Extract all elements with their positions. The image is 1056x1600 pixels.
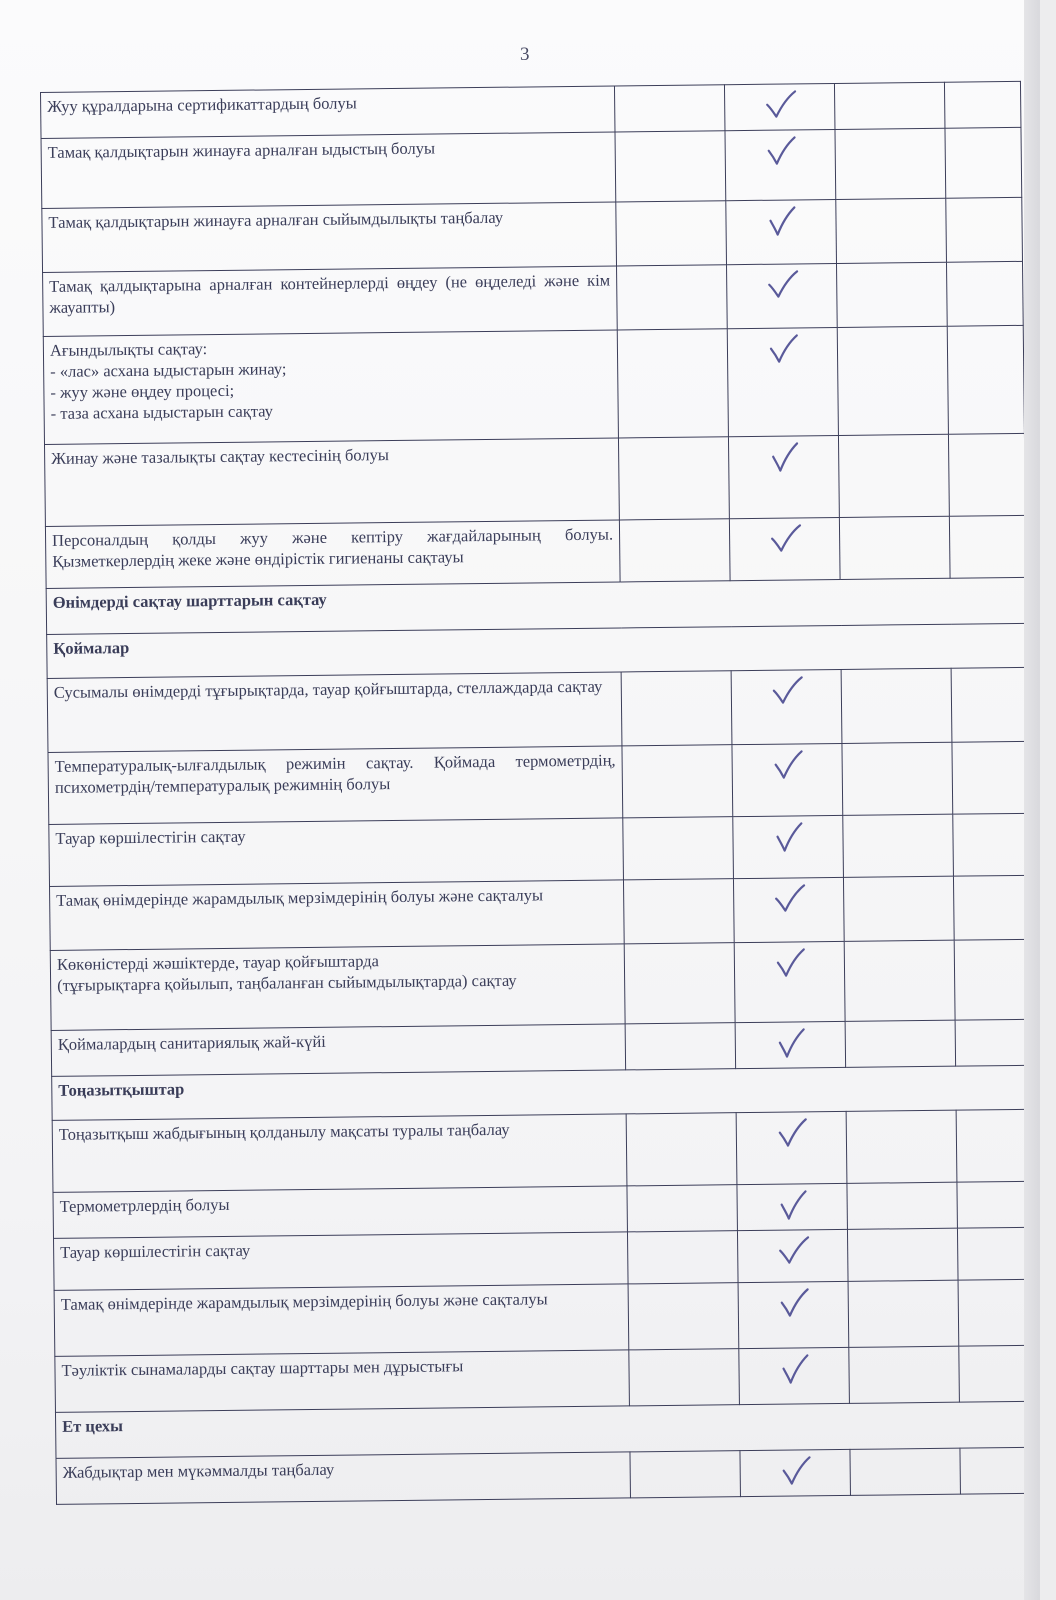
- mark-cell: [737, 1183, 848, 1230]
- requirement-text: Термометрлердің болуы: [59, 1194, 230, 1216]
- blank-cell: [956, 1109, 1033, 1182]
- check-mark-icon: [771, 819, 805, 853]
- requirement-text: Персоналдың қолды жуу және кептіру жағдайларының болуы. Қызметкерлердің жеке және өндірістік гигиенаны сақтауы: [51, 524, 614, 571]
- mark-cell: [739, 1347, 850, 1404]
- requirement-cell: [50, 944, 625, 1031]
- requirement-text: Тамақ өнімдерінде жарамдылық мерзімдерінің болуы және сақталуы: [56, 885, 544, 910]
- blank-cell: [623, 817, 734, 880]
- table-row: [47, 667, 1028, 752]
- blank-cell: [838, 434, 949, 517]
- mark-cell: [731, 669, 842, 744]
- requirement-text: Температуралық-ылғалдылық режимін сақтау. Қоймада термометрдің, психометрдің/температуралық режимнің болуы: [54, 750, 616, 797]
- blank-cell: [616, 201, 727, 266]
- page-number: 3: [520, 44, 530, 65]
- check-mark-icon: [766, 439, 800, 473]
- requirement-text: Тамақ қалдықтарына арналған контейнерлерді өңдеу (не өңделеді және кім жауапты): [49, 270, 611, 317]
- requirement-cell: [50, 880, 625, 951]
- table-row: [56, 1447, 1036, 1504]
- check-mark-icon: [765, 267, 799, 301]
- requirement-cell: [51, 1024, 625, 1077]
- mark-cell: [737, 1229, 848, 1282]
- mark-cell: [725, 129, 836, 200]
- mark-cell: [732, 743, 843, 816]
- blank-cell: [957, 1227, 1034, 1280]
- blank-cell: [844, 940, 955, 1021]
- blank-cell: [946, 261, 1023, 326]
- check-mark-icon: [772, 945, 806, 979]
- blank-cell: [836, 262, 947, 327]
- requirement-cell: [54, 1284, 629, 1357]
- requirement-cell: [43, 330, 618, 445]
- table-row: [43, 261, 1024, 336]
- blank-cell: [850, 1448, 961, 1495]
- check-mark-icon: [775, 1187, 809, 1221]
- table-row: [50, 875, 1031, 950]
- checklist-sheet: [40, 81, 1036, 1505]
- check-mark-icon: [770, 747, 804, 781]
- requirement-text: - жуу және өңдеу процесі;: [50, 380, 235, 402]
- mark-cell: [738, 1281, 849, 1348]
- mark-cell: [740, 1449, 851, 1496]
- blank-cell: [626, 1113, 737, 1186]
- blank-cell: [621, 671, 732, 746]
- blank-cell: [617, 265, 728, 330]
- table-row: [50, 939, 1031, 1030]
- requirement-cell: [45, 520, 620, 589]
- mark-cell: [728, 435, 839, 518]
- table-row: [48, 741, 1029, 824]
- blank-cell: [945, 127, 1022, 198]
- requirement-cell: [41, 132, 616, 209]
- blank-cell: [617, 329, 728, 438]
- blank-cell: [952, 741, 1029, 814]
- requirement-cell: [43, 266, 618, 337]
- requirement-cell: [54, 1232, 629, 1291]
- requirement-text: Тәуліктік сынамаларды сақтау шарттары мен дұрыстығы: [61, 1356, 464, 1380]
- requirement-text: Тамақ өнімдерінде жарамдылық мерзімдерінің болуы және сақталуы: [60, 1289, 548, 1314]
- mark-cell: [734, 941, 845, 1022]
- blank-cell: [845, 1020, 956, 1067]
- requirement-cell: [42, 202, 617, 273]
- blank-cell: [628, 1283, 739, 1350]
- blank-cell: [954, 939, 1031, 1020]
- mark-cell: [733, 877, 844, 942]
- blank-cell: [614, 85, 725, 132]
- blank-cell: [953, 813, 1030, 876]
- check-mark-icon: [762, 87, 796, 121]
- blank-cell: [843, 814, 954, 877]
- blank-cell: [842, 742, 953, 815]
- mark-cell: [736, 1111, 847, 1184]
- blank-cell: [843, 876, 954, 941]
- requirement-text: - таза асхана ыдыстарын сақтау: [50, 401, 274, 423]
- table-row: [44, 433, 1025, 526]
- requirement-cell: [44, 438, 619, 527]
- mark-cell: [729, 517, 840, 580]
- checklist-table: [40, 81, 1037, 1505]
- blank-cell: [627, 1185, 738, 1232]
- blank-cell: [836, 198, 947, 263]
- check-mark-icon: [776, 1285, 810, 1319]
- check-mark-icon: [774, 1115, 808, 1149]
- section-heading: Өнімдерді сақтау шарттарын сақтау: [46, 577, 1026, 634]
- requirement-cell: [56, 1452, 630, 1505]
- table-row: [49, 813, 1030, 886]
- check-mark-icon: [763, 133, 797, 167]
- requirement-text: Тамақ қалдықтарын жинауға арналған ыдыстың болуы: [47, 138, 436, 162]
- check-mark-icon: [777, 1351, 811, 1385]
- requirement-cell: [41, 86, 615, 139]
- requirement-text: Жуу құралдарына сертификаттардың болуы: [47, 93, 357, 116]
- blank-cell: [947, 325, 1024, 434]
- table-row: [45, 515, 1026, 588]
- mark-cell: [733, 815, 844, 878]
- blank-cell: [849, 1346, 960, 1403]
- mark-cell: [735, 1021, 846, 1068]
- table-row: [52, 1109, 1033, 1192]
- blank-cell: [949, 515, 1026, 578]
- requirement-text: Қоймалардың санитариялық жай-күйі: [57, 1031, 326, 1054]
- blank-cell: [839, 516, 950, 579]
- requirement-text: Жинау және тазалықты сақтау кестесінің болуы: [51, 445, 390, 468]
- requirement-text: Тамақ қалдықтарын жинауға арналған сыйымдылықты таңбалау: [48, 207, 504, 232]
- table-row: [54, 1279, 1035, 1356]
- blank-cell: [618, 437, 729, 520]
- blank-cell: [837, 326, 948, 435]
- requirement-cell: [53, 1186, 627, 1239]
- checklist-body: [41, 81, 1037, 1504]
- check-mark-icon: [775, 1233, 809, 1267]
- blank-cell: [615, 131, 726, 202]
- table-row: [43, 325, 1024, 444]
- check-mark-icon: [769, 673, 803, 707]
- mark-cell: [726, 199, 837, 264]
- blank-cell: [957, 1181, 1034, 1228]
- blank-cell: [847, 1228, 958, 1281]
- requirement-text: Тоңазытқыш жабдығының қолданылу мақсаты туралы таңбалау: [58, 1119, 510, 1144]
- page-edge-shadow: [1024, 0, 1040, 1600]
- table-row: [42, 197, 1023, 272]
- mark-cell: [727, 263, 838, 328]
- blank-cell: [622, 745, 733, 818]
- check-mark-icon: [778, 1453, 812, 1487]
- requirement-cell: [47, 672, 622, 753]
- requirement-cell: [55, 1350, 630, 1413]
- blank-cell: [627, 1231, 738, 1284]
- check-mark-icon: [765, 331, 799, 365]
- blank-cell: [624, 943, 735, 1024]
- blank-cell: [619, 519, 730, 582]
- section-heading: Ет цехы: [55, 1401, 1035, 1458]
- blank-cell: [841, 668, 952, 743]
- requirement-text: Көкөністерді жәшіктерде, тауар қойғыштарда: [56, 951, 380, 974]
- requirement-cell: [48, 746, 623, 825]
- blank-cell: [944, 81, 1021, 128]
- blank-cell: [955, 1019, 1032, 1066]
- check-mark-icon: [773, 1025, 807, 1059]
- check-mark-icon: [764, 203, 798, 237]
- requirement-text: Сусымалы өнімдерді тұғырықтарда, тауар қойғыштарда, стеллаждарда сақтау: [53, 676, 603, 702]
- blank-cell: [848, 1280, 959, 1347]
- blank-cell: [948, 433, 1025, 516]
- blank-cell: [835, 128, 946, 199]
- section-heading: Тоңазытқыштар: [52, 1065, 1032, 1120]
- requirement-text: (тұғырықтарға қойылып, таңбаланған сыйымдылықтарда) сақтау: [57, 970, 517, 995]
- check-mark-icon: [772, 881, 806, 915]
- blank-cell: [846, 1110, 957, 1183]
- requirement-text: Ағындылықты сақтау:: [49, 339, 208, 360]
- requirement-text: Тауар көршілестігін сақтау: [60, 1240, 251, 1262]
- check-mark-icon: [767, 521, 801, 555]
- blank-cell: [951, 667, 1028, 742]
- requirement-cell: [52, 1114, 627, 1193]
- section-heading: Қоймалар: [47, 623, 1027, 678]
- requirement-cell: [49, 818, 624, 887]
- requirement-text: - «лас» асхана ыдыстарын жинау;: [50, 359, 287, 381]
- requirement-text: Жабдықтар мен мүкәммалды таңбалау: [62, 1459, 335, 1482]
- blank-cell: [946, 197, 1023, 262]
- table-row: [41, 127, 1022, 208]
- blank-cell: [623, 879, 734, 944]
- mark-cell: [724, 83, 835, 130]
- blank-cell: [629, 1349, 740, 1406]
- blank-cell: [630, 1451, 741, 1498]
- blank-cell: [625, 1023, 736, 1070]
- blank-cell: [953, 875, 1030, 940]
- mark-cell: [727, 327, 838, 436]
- blank-cell: [847, 1182, 958, 1229]
- blank-cell: [834, 82, 945, 129]
- requirement-text: Тауар көршілестігін сақтау: [55, 826, 246, 848]
